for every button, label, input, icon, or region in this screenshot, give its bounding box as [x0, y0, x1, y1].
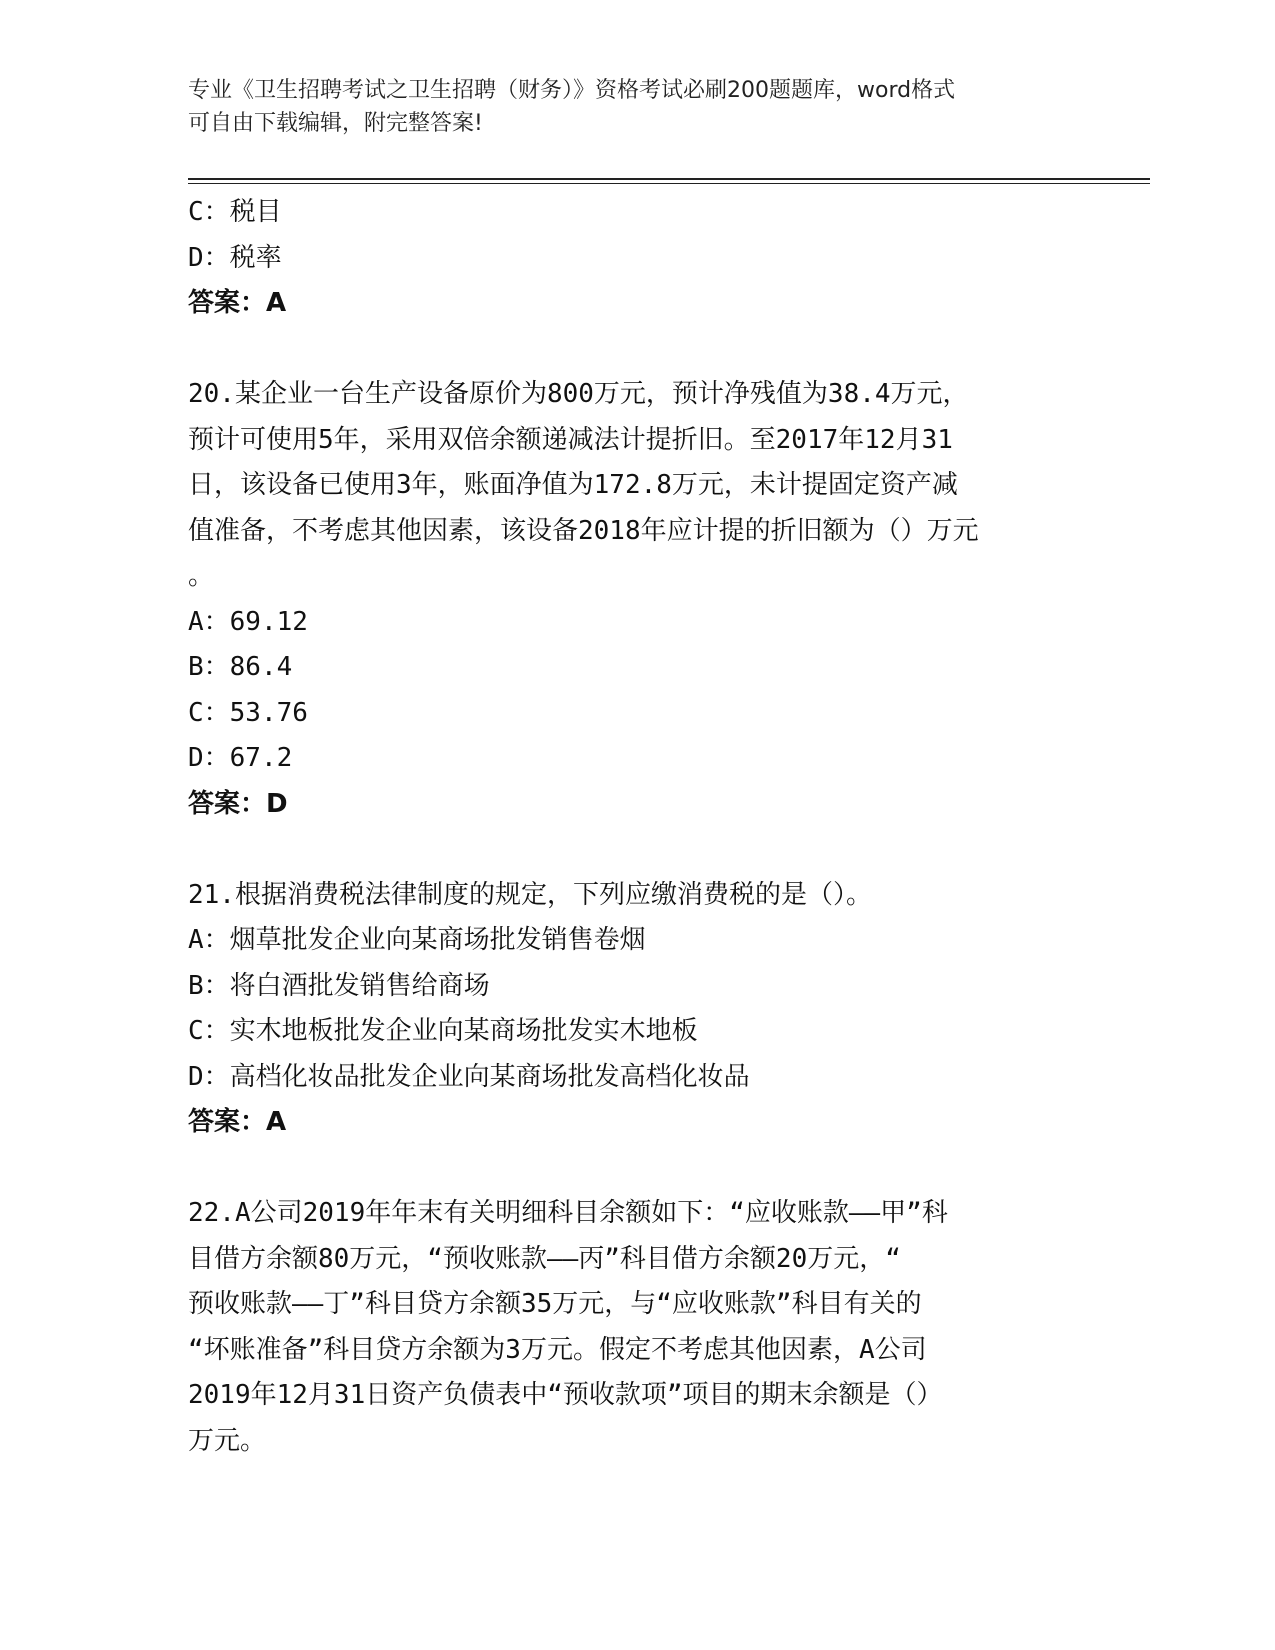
q20-option-c: C：53.76	[188, 697, 308, 728]
q21-option-c: C：实木地板批发企业向某商场批发实木地板	[188, 1016, 698, 1046]
header-divider-thin	[188, 183, 1150, 184]
prev-option-d: D：税率	[188, 242, 282, 273]
spacer	[188, 1146, 1088, 1192]
q20-stem-line: 值准备，不考虑其他因素，该设备2018年应计提的折旧额为（）万元	[188, 515, 979, 546]
q21-option-a: A：烟草批发企业向某商场批发销售卷烟	[188, 925, 646, 955]
question-22	[188, 1191, 1088, 1464]
q22-stem-line: 2019年12月31日资产负债表中“预收款项”项目的期末余额是（）	[188, 1380, 943, 1410]
q20-stem-line: 。	[188, 561, 215, 591]
header-title-line-2: 可自由下载编辑，附完整答案!	[188, 111, 483, 136]
document-body	[188, 190, 1088, 1464]
q21-option-d: D：高档化妆品批发企业向某商场批发高档化妆品	[188, 1061, 750, 1092]
question-20	[188, 372, 1088, 827]
question-21	[188, 873, 1088, 1146]
q21-stem: 21.根据消费税法律制度的规定，下列应缴消费税的是（）。	[188, 879, 872, 910]
q21-option-b: B：将白酒批发销售给商场	[188, 970, 490, 1001]
q22-stem-line: 预收账款——丁”科目贷方余额35万元，与“应收账款”科目有关的	[188, 1289, 922, 1319]
q20-stem-line: 20.某企业一台生产设备原价为800万元，预计净残值为38.4万元，	[188, 379, 969, 409]
spacer	[188, 827, 1088, 873]
q20-stem-line: 预计可使用5年，采用双倍余额递减法计提折旧。至2017年12月31	[188, 424, 953, 455]
q22-stem-line: “坏账准备”科目贷方余额为3万元。假定不考虑其他因素，A公司	[188, 1334, 927, 1365]
q20-stem-line: 日，该设备已使用3年，账面净值为172.8万元，未计提固定资产减	[188, 470, 958, 500]
spacer	[188, 327, 1088, 373]
header-divider-thick	[188, 178, 1150, 180]
q21-answer: 答案：A	[188, 1107, 287, 1137]
q22-stem-line: 22.A公司2019年年末有关明细科目余额如下：“应收账款——甲”科	[188, 1198, 948, 1228]
q20-option-a: A：69.12	[188, 606, 308, 637]
prev-answer: 答案：A	[188, 288, 287, 318]
prev-option-c: C：税目	[188, 197, 282, 227]
q20-option-d: D：67.2	[188, 743, 293, 773]
header-title-line-1: 专业《卫生招聘考试之卫生招聘（财务）》资格考试必刷200题题库，word格式	[188, 78, 956, 103]
q20-option-b: B：86.4	[188, 652, 293, 682]
document-header	[188, 74, 1068, 140]
q20-answer: 答案：D	[188, 788, 288, 819]
q22-stem-line: 目借方余额80万元，“预收账款——丙”科目借方余额20万元，“	[188, 1243, 901, 1274]
q22-stem-line: 万元。	[188, 1425, 267, 1456]
